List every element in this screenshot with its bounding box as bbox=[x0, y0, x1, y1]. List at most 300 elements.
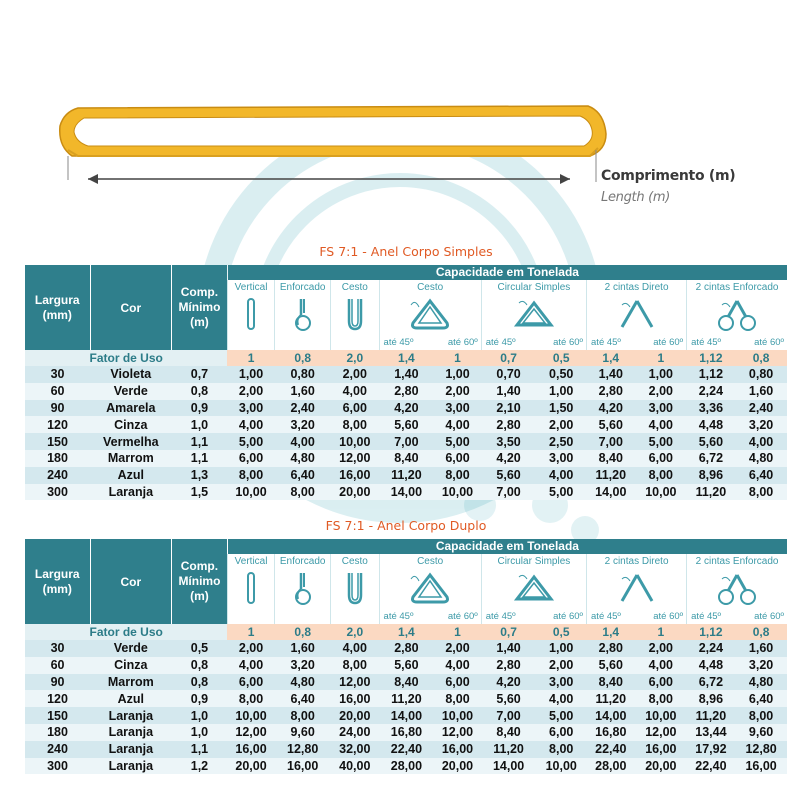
basket-sling-icon bbox=[331, 571, 379, 607]
table-cell: 14,00 bbox=[379, 707, 434, 724]
table-cell: 1,0 bbox=[172, 724, 228, 741]
config-header bbox=[227, 554, 274, 624]
table-cell: 5,00 bbox=[536, 484, 587, 501]
table-cell: 6,40 bbox=[735, 467, 787, 484]
table-cell: 3,20 bbox=[735, 657, 787, 674]
table-cell: 2,80 bbox=[587, 640, 636, 657]
config-label: Enforcado bbox=[279, 282, 326, 293]
table-cell: 4,00 bbox=[536, 467, 587, 484]
table-cell: 5,00 bbox=[536, 707, 587, 724]
table-cell: 1,00 bbox=[536, 640, 587, 657]
table-cell: 11,20 bbox=[481, 741, 536, 758]
table-cell: 20,00 bbox=[331, 484, 380, 501]
table-cell: Vermelha bbox=[90, 433, 172, 450]
fator-value: 0,5 bbox=[536, 350, 587, 366]
table-cell: 2,80 bbox=[481, 416, 536, 433]
table-cell: 1,40 bbox=[481, 640, 536, 657]
table-cell: 2,00 bbox=[227, 383, 274, 400]
table-cell: 10,00 bbox=[635, 484, 687, 501]
table-cell: 40,00 bbox=[331, 758, 380, 775]
table-cell: Azul bbox=[90, 467, 172, 484]
angle-60-label: até 60º bbox=[653, 611, 684, 622]
config-label: 2 cintas Direto bbox=[604, 282, 669, 293]
table-cell: 300 bbox=[25, 758, 90, 775]
table-cell: 60 bbox=[25, 383, 90, 400]
table-cell: 120 bbox=[25, 690, 90, 707]
table-cell: 4,00 bbox=[735, 433, 787, 450]
two-slings-direct-icon bbox=[587, 297, 686, 333]
table-cell: 1,12 bbox=[687, 366, 736, 383]
table-cell: 1,1 bbox=[172, 450, 228, 467]
fator-value: 1 bbox=[434, 624, 481, 640]
table-cell: 7,00 bbox=[379, 433, 434, 450]
table-cell: 4,20 bbox=[379, 400, 434, 417]
table-cell: 90 bbox=[25, 674, 90, 691]
table-cell: 10,00 bbox=[227, 707, 274, 724]
table-cell: 16,00 bbox=[227, 741, 274, 758]
table-cell: 8,00 bbox=[536, 741, 587, 758]
table-cell: 2,80 bbox=[379, 383, 434, 400]
fator-value: 1,4 bbox=[587, 350, 636, 366]
table-cell: 24,00 bbox=[331, 724, 380, 741]
config-header bbox=[379, 280, 481, 350]
basket-angle-sling-icon bbox=[380, 297, 481, 333]
table-cell: 5,60 bbox=[379, 657, 434, 674]
table-cell: 4,00 bbox=[536, 690, 587, 707]
table-cell: 2,00 bbox=[331, 366, 380, 383]
two-slings-choker-icon bbox=[687, 297, 787, 333]
table-cell: Laranja bbox=[90, 484, 172, 501]
table-cell: 2,24 bbox=[687, 640, 736, 657]
table-cell: 1,00 bbox=[227, 366, 274, 383]
table-cell: Verde bbox=[90, 640, 172, 657]
table-cell: 2,80 bbox=[379, 640, 434, 657]
table-cell: 5,60 bbox=[481, 690, 536, 707]
two-slings-choker-icon bbox=[687, 571, 787, 607]
table-cell: 10,00 bbox=[434, 707, 481, 724]
table-cell: 11,20 bbox=[687, 484, 736, 501]
table-cell: 120 bbox=[25, 416, 90, 433]
fator-value: 0,8 bbox=[275, 624, 331, 640]
table-cell: Cinza bbox=[90, 416, 172, 433]
config-header bbox=[587, 280, 687, 350]
table-cell: Laranja bbox=[90, 707, 172, 724]
table-cell: 4,20 bbox=[481, 450, 536, 467]
table-cell: 20,00 bbox=[331, 707, 380, 724]
angle-60-label: até 60º bbox=[553, 611, 584, 622]
table-cell: 4,00 bbox=[227, 657, 274, 674]
table-cell: 1,00 bbox=[635, 366, 687, 383]
basket-sling-icon bbox=[331, 297, 379, 333]
table-cell: 14,00 bbox=[587, 707, 636, 724]
basket-angle-sling-icon bbox=[380, 571, 481, 607]
table-row bbox=[25, 640, 787, 657]
table-cell: 1,0 bbox=[172, 416, 228, 433]
table-cell: 32,00 bbox=[331, 741, 380, 758]
fator-value: 0,8 bbox=[735, 624, 787, 640]
table-cell: 16,80 bbox=[379, 724, 434, 741]
table-row bbox=[25, 707, 787, 724]
table-cell: 2,24 bbox=[687, 383, 736, 400]
config-header bbox=[481, 280, 586, 350]
table-row bbox=[25, 400, 787, 417]
table-cell: 3,00 bbox=[635, 400, 687, 417]
table-cell: 0,5 bbox=[172, 640, 228, 657]
table-cell: 0,9 bbox=[172, 400, 228, 417]
table-cell: 8,40 bbox=[379, 674, 434, 691]
config-label: 2 cintas Direto bbox=[604, 556, 669, 567]
config-header bbox=[687, 554, 787, 624]
sling-ring-icon bbox=[60, 106, 606, 156]
table-cell: 8,00 bbox=[275, 484, 331, 501]
table-row bbox=[25, 690, 787, 707]
table-cell: 2,10 bbox=[481, 400, 536, 417]
table-cell: 17,92 bbox=[687, 741, 736, 758]
table-cell: 20,00 bbox=[227, 758, 274, 775]
table-cell: 8,40 bbox=[481, 724, 536, 741]
table-cell: 11,20 bbox=[379, 467, 434, 484]
table-cell: 6,00 bbox=[635, 450, 687, 467]
table-cell: 2,00 bbox=[635, 640, 687, 657]
header-comp-minimo: Comp. Mínimo (m) bbox=[172, 265, 228, 350]
table-cell: 240 bbox=[25, 467, 90, 484]
table-cell: 4,20 bbox=[481, 674, 536, 691]
vertical-sling-icon bbox=[228, 297, 274, 333]
table-cell: 7,00 bbox=[481, 707, 536, 724]
two-slings-direct-icon bbox=[587, 571, 686, 607]
table-cell: 0,50 bbox=[536, 366, 587, 383]
table-cell: 8,96 bbox=[687, 467, 736, 484]
table-cell: 5,60 bbox=[687, 433, 736, 450]
table-cell: 0,8 bbox=[172, 657, 228, 674]
table-cell: 3,50 bbox=[481, 433, 536, 450]
table-cell: 180 bbox=[25, 724, 90, 741]
header-capacidade: Capacidade em Tonelada bbox=[227, 539, 787, 554]
table-cell: 0,80 bbox=[735, 366, 787, 383]
fator-value: 2,0 bbox=[331, 624, 380, 640]
table-cell: 11,20 bbox=[687, 707, 736, 724]
table-cell: 3,20 bbox=[275, 657, 331, 674]
table-row bbox=[25, 467, 787, 484]
table-cell: 3,00 bbox=[434, 400, 481, 417]
config-header bbox=[331, 554, 380, 624]
table-cell: 7,00 bbox=[481, 484, 536, 501]
table-row bbox=[25, 484, 787, 501]
table-cell: Laranja bbox=[90, 724, 172, 741]
table-cell: 8,00 bbox=[635, 690, 687, 707]
table-cell: 12,00 bbox=[434, 724, 481, 741]
round-sling-diagram bbox=[0, 0, 800, 230]
table-cell: 2,40 bbox=[275, 400, 331, 417]
table-cell: 1,60 bbox=[275, 383, 331, 400]
length-label-en: Length (m) bbox=[601, 190, 671, 205]
table-cell: 9,60 bbox=[735, 724, 787, 741]
table-cell: 5,00 bbox=[227, 433, 274, 450]
angle-45-label: até 45º bbox=[691, 337, 722, 348]
table-cell: 0,8 bbox=[172, 674, 228, 691]
table-cell: 0,9 bbox=[172, 690, 228, 707]
header-comp-minimo: Comp. Mínimo (m) bbox=[172, 539, 228, 624]
capacity-table bbox=[25, 265, 787, 500]
table-cell: 10,00 bbox=[331, 433, 380, 450]
table-cell: 4,80 bbox=[735, 450, 787, 467]
fator-value: 0,5 bbox=[536, 624, 587, 640]
table-cell: 1,60 bbox=[275, 640, 331, 657]
table-cell: 4,48 bbox=[687, 416, 736, 433]
angle-60-label: até 60º bbox=[447, 611, 478, 622]
table-cell: 8,00 bbox=[275, 707, 331, 724]
table-cell: 0,8 bbox=[172, 383, 228, 400]
table-row bbox=[25, 657, 787, 674]
table-cell: 22,40 bbox=[379, 741, 434, 758]
table-cell: 5,00 bbox=[635, 433, 687, 450]
header-capacidade: Capacidade em Tonelada bbox=[227, 265, 787, 280]
circular-sling-icon bbox=[482, 571, 586, 607]
table-title: FS 7:1 - Anel Corpo Simples bbox=[319, 244, 493, 259]
table-cell: 3,20 bbox=[735, 416, 787, 433]
table-cell: 8,40 bbox=[587, 674, 636, 691]
table-row bbox=[25, 674, 787, 691]
table-cell: 16,00 bbox=[735, 758, 787, 775]
angle-60-label: até 60º bbox=[553, 337, 584, 348]
table-cell: 16,00 bbox=[331, 467, 380, 484]
table-cell: 3,36 bbox=[687, 400, 736, 417]
fator-value: 2,0 bbox=[331, 350, 380, 366]
table-cell: 1,00 bbox=[434, 366, 481, 383]
table-row bbox=[25, 383, 787, 400]
table-cell: 8,40 bbox=[587, 450, 636, 467]
table-cell: 14,00 bbox=[379, 484, 434, 501]
table-cell: 12,80 bbox=[735, 741, 787, 758]
table-cell: 4,00 bbox=[227, 416, 274, 433]
table-cell: 5,60 bbox=[481, 467, 536, 484]
table-cell: Verde bbox=[90, 383, 172, 400]
table-cell: 12,00 bbox=[635, 724, 687, 741]
table-cell: 6,00 bbox=[434, 674, 481, 691]
table-cell: 8,00 bbox=[434, 467, 481, 484]
table-cell: 28,00 bbox=[587, 758, 636, 775]
table-cell: 2,50 bbox=[536, 433, 587, 450]
table-cell: 28,00 bbox=[379, 758, 434, 775]
table-cell: 2,00 bbox=[536, 416, 587, 433]
table-cell: 8,00 bbox=[735, 707, 787, 724]
table-cell: Marrom bbox=[90, 450, 172, 467]
table-cell: 1,1 bbox=[172, 741, 228, 758]
table-cell: 22,40 bbox=[687, 758, 736, 775]
config-label: Vertical bbox=[234, 282, 268, 293]
table-cell: 6,00 bbox=[331, 400, 380, 417]
circular-sling-icon bbox=[482, 297, 586, 333]
table-cell: 1,2 bbox=[172, 758, 228, 775]
table-cell: 14,00 bbox=[587, 484, 636, 501]
table-cell: 150 bbox=[25, 707, 90, 724]
config-header bbox=[227, 280, 274, 350]
table-cell: 16,00 bbox=[434, 741, 481, 758]
table-cell: 8,96 bbox=[687, 690, 736, 707]
table-cell: 180 bbox=[25, 450, 90, 467]
table-cell: 3,00 bbox=[227, 400, 274, 417]
fator-value: 1,4 bbox=[587, 624, 636, 640]
table-cell: 4,80 bbox=[275, 674, 331, 691]
config-label: Cesto bbox=[417, 556, 444, 567]
table-cell: 8,00 bbox=[434, 690, 481, 707]
config-label: Circular Simples bbox=[497, 556, 571, 567]
table-cell: Marrom bbox=[90, 674, 172, 691]
fator-value: 1 bbox=[635, 624, 687, 640]
choker-sling-icon bbox=[275, 571, 330, 607]
fator-value: 0,7 bbox=[481, 350, 536, 366]
table-cell: 4,00 bbox=[331, 640, 380, 657]
table-cell: 5,60 bbox=[379, 416, 434, 433]
table-cell: 8,40 bbox=[379, 450, 434, 467]
table-cell: 6,72 bbox=[687, 450, 736, 467]
table-cell: 20,00 bbox=[434, 758, 481, 775]
angle-45-label: até 45º bbox=[591, 337, 621, 348]
table-cell: 30 bbox=[25, 366, 90, 383]
table-cell: 1,5 bbox=[172, 484, 228, 501]
angle-60-label: até 60º bbox=[653, 337, 684, 348]
table-cell: 6,00 bbox=[434, 450, 481, 467]
fator-value: 1 bbox=[635, 350, 687, 366]
config-label: Circular Simples bbox=[497, 282, 571, 293]
table-cell: 6,00 bbox=[227, 674, 274, 691]
table-cell: 6,00 bbox=[635, 674, 687, 691]
table-cell: 10,00 bbox=[227, 484, 274, 501]
table-cell: 2,00 bbox=[536, 657, 587, 674]
table-cell: Amarela bbox=[90, 400, 172, 417]
table-cell: 7,00 bbox=[587, 433, 636, 450]
table-cell: 6,40 bbox=[275, 690, 331, 707]
table-cell: 16,00 bbox=[635, 741, 687, 758]
fator-value: 1 bbox=[227, 350, 274, 366]
config-label: 2 cintas Enforcado bbox=[695, 282, 779, 293]
length-label: Comprimento (m) bbox=[601, 168, 736, 184]
table-cell: 2,80 bbox=[481, 657, 536, 674]
angle-60-label: até 60º bbox=[447, 337, 478, 348]
table-cell: 4,80 bbox=[275, 450, 331, 467]
table-cell: 30 bbox=[25, 640, 90, 657]
table-cell: 11,20 bbox=[379, 690, 434, 707]
table-cell: 2,00 bbox=[227, 640, 274, 657]
table-cell: 3,20 bbox=[275, 416, 331, 433]
fator-de-uso-label: Fator de Uso bbox=[25, 350, 227, 366]
config-header bbox=[275, 554, 331, 624]
config-header bbox=[331, 280, 380, 350]
capacity-table bbox=[25, 539, 787, 774]
table-cell: 5,60 bbox=[587, 416, 636, 433]
table-cell: 6,72 bbox=[687, 674, 736, 691]
table-cell: 10,00 bbox=[434, 484, 481, 501]
fator-value: 1,4 bbox=[379, 624, 434, 640]
table-cell: 0,7 bbox=[172, 366, 228, 383]
table-cell: 10,00 bbox=[635, 707, 687, 724]
angle-45-label: até 45º bbox=[591, 611, 621, 622]
table-cell: 4,80 bbox=[735, 674, 787, 691]
table-cell: Laranja bbox=[90, 741, 172, 758]
table-cell: 20,00 bbox=[635, 758, 687, 775]
config-label: 2 cintas Enforcado bbox=[695, 556, 779, 567]
table-cell: 1,40 bbox=[587, 366, 636, 383]
table-cell: 0,80 bbox=[275, 366, 331, 383]
fator-de-uso-label: Fator de Uso bbox=[25, 624, 227, 640]
table-cell: Laranja bbox=[90, 758, 172, 775]
table-cell: 13,44 bbox=[687, 724, 736, 741]
table-cell: 2,80 bbox=[587, 383, 636, 400]
table-row bbox=[25, 450, 787, 467]
table-cell: 5,60 bbox=[587, 657, 636, 674]
config-label: Cesto bbox=[341, 282, 368, 293]
table-cell: 8,00 bbox=[735, 484, 787, 501]
table-cell: 4,00 bbox=[434, 657, 481, 674]
fator-value: 0,8 bbox=[275, 350, 331, 366]
angle-60-label: até 60º bbox=[754, 337, 784, 348]
header-cor: Cor bbox=[90, 539, 172, 624]
table-cell: 9,60 bbox=[275, 724, 331, 741]
table-cell: 6,40 bbox=[275, 467, 331, 484]
angle-45-label: até 45º bbox=[485, 611, 516, 622]
fator-value: 0,8 bbox=[735, 350, 787, 366]
config-label: Vertical bbox=[234, 556, 268, 567]
table-cell: 16,80 bbox=[587, 724, 636, 741]
table-cell: 300 bbox=[25, 484, 90, 501]
table-cell: 1,3 bbox=[172, 467, 228, 484]
header-largura: Largura (mm) bbox=[25, 265, 90, 350]
config-header bbox=[481, 554, 586, 624]
table-cell: 2,00 bbox=[434, 383, 481, 400]
table-cell: 11,20 bbox=[587, 690, 636, 707]
table-cell: 4,48 bbox=[687, 657, 736, 674]
table-cell: Cinza bbox=[90, 657, 172, 674]
length-arrow-icon bbox=[88, 174, 570, 184]
table-cell: 6,00 bbox=[536, 724, 587, 741]
table-cell: 150 bbox=[25, 433, 90, 450]
table-cell: 8,00 bbox=[635, 467, 687, 484]
table-cell: 16,00 bbox=[275, 758, 331, 775]
table-cell: 240 bbox=[25, 741, 90, 758]
header-largura: Largura (mm) bbox=[25, 539, 90, 624]
table-cell: 22,40 bbox=[587, 741, 636, 758]
table-cell: 4,00 bbox=[434, 416, 481, 433]
table-cell: 1,50 bbox=[536, 400, 587, 417]
table-cell: 1,60 bbox=[735, 383, 787, 400]
config-label: Cesto bbox=[341, 556, 368, 567]
config-label: Enforcado bbox=[279, 556, 326, 567]
table-cell: 12,00 bbox=[227, 724, 274, 741]
fator-value: 0,7 bbox=[481, 624, 536, 640]
choker-sling-icon bbox=[275, 297, 330, 333]
angle-45-label: até 45º bbox=[383, 611, 414, 622]
table-cell: 12,00 bbox=[331, 450, 380, 467]
angle-45-label: até 45º bbox=[485, 337, 516, 348]
angle-45-label: até 45º bbox=[691, 611, 722, 622]
table-cell: 5,00 bbox=[434, 433, 481, 450]
table-cell: 6,00 bbox=[227, 450, 274, 467]
table-cell: Violeta bbox=[90, 366, 172, 383]
table-row bbox=[25, 741, 787, 758]
table-cell: 6,40 bbox=[735, 690, 787, 707]
config-header bbox=[275, 280, 331, 350]
table-cell: 12,00 bbox=[331, 674, 380, 691]
table-cell: 4,00 bbox=[635, 657, 687, 674]
table-cell: 10,00 bbox=[536, 758, 587, 775]
fator-value: 1,12 bbox=[687, 624, 736, 640]
table-cell: 0,70 bbox=[481, 366, 536, 383]
table-cell: 16,00 bbox=[331, 690, 380, 707]
table-cell: 3,00 bbox=[536, 450, 587, 467]
table-cell: 8,00 bbox=[331, 416, 380, 433]
table-cell: 11,20 bbox=[587, 467, 636, 484]
table-cell: 60 bbox=[25, 657, 90, 674]
